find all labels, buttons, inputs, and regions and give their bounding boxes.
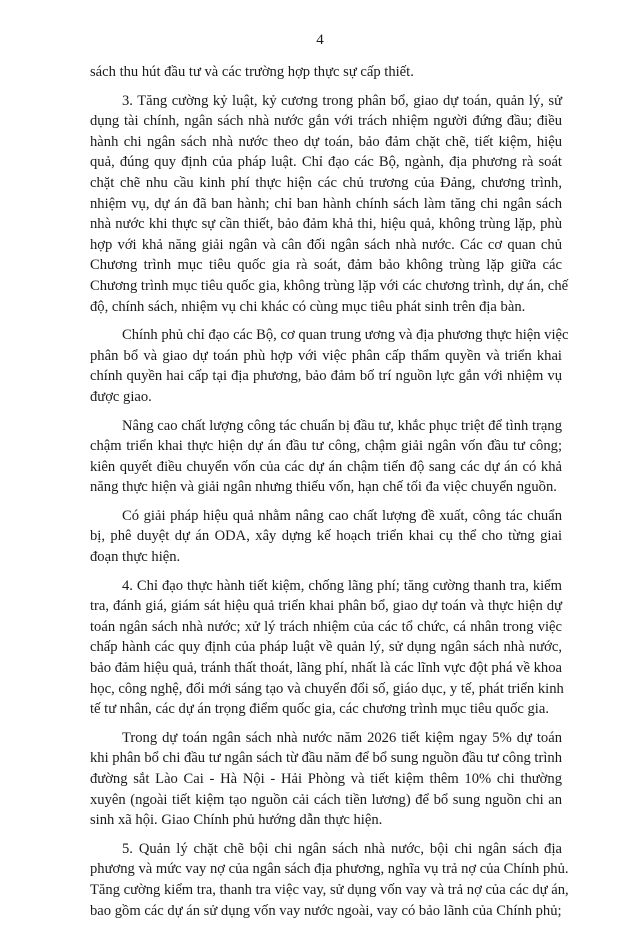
- text-line: chặt chẽ nhu cầu kinh phí thực hiện các chủ trương của Đảng, chương trình,: [90, 174, 562, 191]
- text-line: hành chi ngân sách nhà nước theo dự toán, bảo đảm chặt chẽ, tiết kiệm, hiệu: [90, 133, 562, 150]
- text-line: bị, phê duyệt dự án ODA, xây dựng kế hoạch triển khai cụ thể cho từng giai: [90, 528, 562, 545]
- text-line: độ, chính sách, nhiệm vụ chi khác có cùng mục tiêu phát sinh trên địa bàn.: [90, 298, 526, 315]
- paragraph: [90, 576, 562, 720]
- paragraph: [90, 325, 569, 407]
- document-body: [90, 62, 569, 929]
- text-line: Có giải pháp hiệu quả nhằm nâng cao chất lượng đề xuất, công tác chuẩn: [122, 507, 562, 524]
- text-line: sách thu hút đầu tư và các trường hợp thực sự cấp thiết.: [90, 64, 414, 80]
- text-line: phân bổ và giao dự toán phù hợp với việc phân cấp thẩm quyền và triển khai: [90, 347, 562, 364]
- text-line: nhiệm vụ, dự án đã ban hành; chỉ ban hành chính sách làm tăng chi ngân sách: [90, 195, 562, 212]
- text-line: Chương trình mục tiêu quốc gia rà soát, đảm bảo không trùng lặp giữa các: [90, 257, 562, 274]
- text-line: chậm triển khai thực hiện dự án đầu tư công, chậm giải ngân vốn đầu tư công;: [90, 438, 562, 455]
- text-line: đoạn thực hiện.: [90, 549, 181, 566]
- paragraph: [90, 728, 562, 831]
- text-line: xuyên (ngoài tiết kiệm tạo nguồn cải cách tiền lương) để bổ sung nguồn chi an: [90, 791, 562, 808]
- paragraph: [90, 839, 569, 921]
- text-line: Chính phủ chỉ đạo các Bộ, cơ quan trung ương và địa phương thực hiện việc: [122, 327, 569, 344]
- text-line: học, công nghệ, đổi mới sáng tạo và chuyển đổi số, giáo dục, y tế, phát triển kinh: [90, 680, 564, 697]
- page-number: 4: [316, 32, 324, 48]
- text-line: Tăng cường kiểm tra, thanh tra việc vay, sử dụng vốn vay và trả nợ của các dự án,: [90, 881, 569, 898]
- text-line: bảo đảm hiệu quả, tránh thất thoát, lãng phí, nhất là các lĩnh vực đột phá về khoa: [90, 660, 562, 677]
- paragraph: [90, 62, 562, 83]
- text-line: 4. Chỉ đạo thực hành tiết kiệm, chống lãng phí; tăng cường thanh tra, kiểm: [122, 577, 562, 594]
- text-line: sinh xã hội. Giao Chính phủ hướng dẫn thực hiện.: [90, 812, 383, 829]
- paragraph: [90, 506, 562, 568]
- text-line: Chương trình mục tiêu quốc gia, không trùng lặp với các chương trình, dự án, chế: [90, 277, 569, 294]
- text-line: 5. Quản lý chặt chẽ bội chi ngân sách nhà nước, bội chi ngân sách địa: [122, 840, 562, 857]
- text-line: chấp hành các quy định của pháp luật về quản lý, sử dụng ngân sách nhà nước,: [90, 639, 562, 656]
- text-line: nhà nước khi thực sự cần thiết, bảo đảm khả thi, hiệu quả, không trùng lặp, phù: [90, 216, 562, 233]
- text-line: đường sắt Lào Cai - Hà Nội - Hải Phòng và tiết kiệm thêm 10% chi thường: [90, 771, 562, 787]
- text-line: Trong dự toán ngân sách nhà nước năm 2026 tiết kiệm ngay 5% dự toán: [122, 729, 562, 746]
- text-line: năng thực hiện và giải ngân nhưng thiếu vốn, hạn chế tối đa việc chuyển nguồn.: [90, 479, 557, 496]
- text-line: Nâng cao chất lượng công tác chuẩn bị đầu tư, khắc phục triệt để tình trạng: [122, 417, 562, 434]
- text-line: 3. Tăng cường kỷ luật, kỷ cương trong phân bổ, giao dự toán, quản lý, sử: [122, 92, 562, 109]
- text-line: phương và mức vay nợ của ngân sách địa phương, nghĩa vụ trả nợ của Chính phủ.: [90, 861, 569, 878]
- text-line: chính quyền hai cấp tại địa phương, bảo đảm bố trí nguồn lực gắn với nhiệm vụ: [90, 368, 562, 385]
- text-line: khi phân bổ chi đầu tư ngân sách từ đầu năm để bổ sung nguồn đầu tư công trình: [90, 750, 562, 767]
- text-line: tra, đánh giá, giám sát hiệu quả triển khai phân bổ, giao dự toán và thực hiện dự: [90, 598, 562, 615]
- text-line: quả, đúng quy định của pháp luật. Chỉ đạo các Bộ, ngành, địa phương rà soát: [90, 154, 562, 171]
- text-line: dụng tài chính, ngân sách nhà nước gắn với trách nhiệm người đứng đầu; điều: [90, 113, 562, 130]
- text-line: tế tư nhân, các dự án trọng điểm quốc gia, các chương trình mục tiêu quốc gia.: [90, 701, 549, 718]
- text-line: bao gồm các dự án sử dụng vốn vay nước ngoài, vay có bảo lãnh của Chính phủ;: [90, 902, 562, 919]
- paragraph: [90, 416, 562, 498]
- paragraph: [90, 91, 569, 318]
- text-line: hợp với khả năng giải ngân và cân đối ngân sách nhà nước. Các cơ quan chủ: [90, 236, 562, 253]
- text-line: toán ngân sách nhà nước; xử lý trách nhiệm của các tổ chức, cá nhân trong việc: [90, 618, 562, 635]
- text-line: kiên quyết điều chuyển vốn của các dự án chậm tiến độ sang các dự án có khả: [90, 458, 562, 475]
- text-line: được giao.: [90, 388, 152, 405]
